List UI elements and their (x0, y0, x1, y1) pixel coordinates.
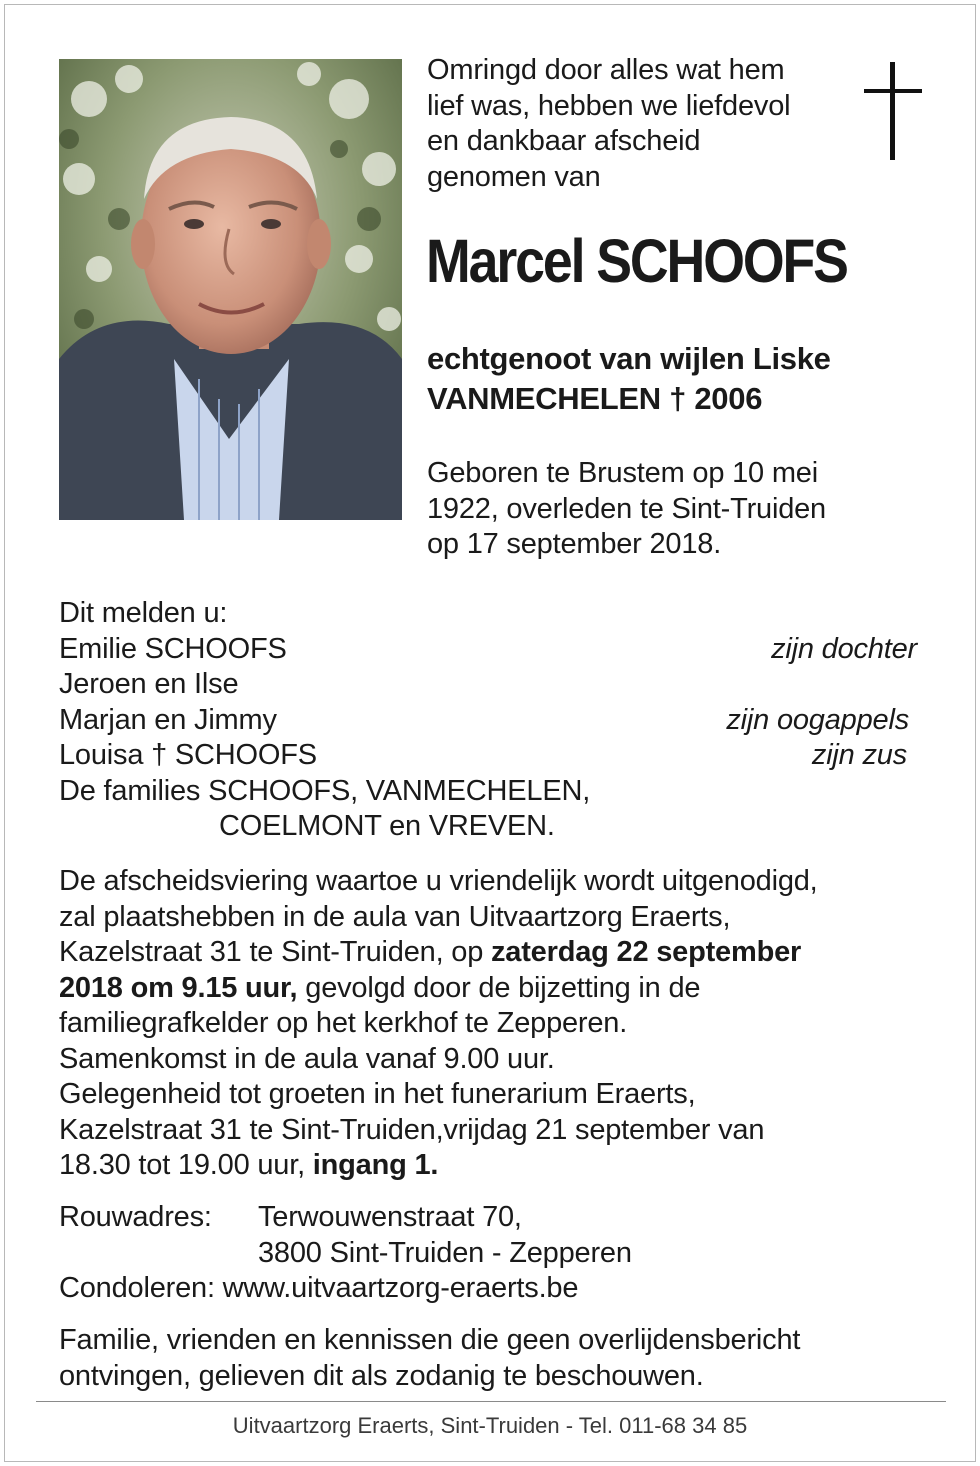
ceremony-text: Kazelstraat 31 te Sint-Truiden, op (59, 936, 491, 968)
family-member-name: Emilie SCHOOFS (59, 632, 287, 665)
closing-line: ontvingen, gelieven dit als zodanig te beschouwen. (59, 1359, 704, 1392)
ceremony-text: gevolgd door de bijzetting in de (297, 971, 701, 1004)
deceased-name: Marcel SCHOOFS (426, 227, 847, 295)
ceremony-text: 18.30 tot 19.00 uur, (59, 1149, 313, 1181)
ceremony-line: De afscheidsviering waartoe u vriendelijk wordt uitgenodigd, (59, 865, 818, 897)
footer-text: Uitvaartzorg Eraerts, Sint-Truiden - Tel. 011-68 34 85 (232, 1413, 748, 1438)
family-member-name: Jeroen en Ilse (59, 668, 239, 700)
birth-death-info (427, 456, 887, 563)
intro-line: en dankbaar afscheid (427, 125, 701, 157)
ceremony-entrance: ingang 1. (312, 1149, 439, 1181)
closing-note (59, 1323, 939, 1394)
intro-text (427, 53, 847, 195)
spouse-line: echtgenoot van wijlen Liske (427, 341, 831, 376)
footer-divider (36, 1401, 946, 1402)
born-line: 1922, overleden te Sint-Truiden (427, 492, 826, 525)
ceremony-line (59, 935, 939, 971)
mourning-address (59, 1200, 939, 1307)
address-row (59, 1200, 939, 1236)
spouse-line: VANMECHELEN † 2006 (427, 381, 763, 416)
families-line: De families SCHOOFS, VANMECHELEN, (59, 774, 591, 807)
closing-line: Familie, vrienden en kennissen die geen overlijdensbericht (59, 1324, 801, 1356)
ceremony-line: zal plaatshebben in de aula van Uitvaartzorg Eraerts, (59, 900, 731, 933)
ceremony-time: 2018 om 9.15 uur, (59, 971, 298, 1004)
family-row (59, 667, 919, 703)
intro-line: genomen van (427, 160, 601, 193)
family-member-name: Louisa † SCHOOFS (59, 739, 317, 771)
families-line: COELMONT en VREVEN. (219, 810, 555, 842)
address-line: 3800 Sint-Truiden - Zepperen (258, 1236, 632, 1269)
family-announcement (59, 596, 919, 845)
address-label: Rouwadres: (59, 1201, 212, 1233)
address-row (59, 1236, 939, 1272)
ceremony-line: Samenkomst in de aula vanaf 9.00 uur. (59, 1042, 555, 1075)
family-row (59, 703, 919, 739)
born-line: op 17 september 2018. (427, 528, 722, 560)
condolences-link[interactable]: Condoleren: www.uitvaartzorg-eraerts.be (59, 1272, 579, 1304)
family-relation: zijn zus (811, 739, 907, 771)
family-relation: zijn dochter (771, 632, 917, 665)
ceremony-line: Kazelstraat 31 te Sint-Truiden,vrijdag 21 september van (59, 1113, 765, 1146)
portrait-photo (59, 59, 402, 520)
family-row (59, 738, 919, 774)
born-line: Geboren te Brustem op 10 mei (427, 457, 818, 489)
ceremony-line (59, 971, 939, 1007)
family-member-name: Marjan en Jimmy (59, 703, 277, 736)
ceremony-date: zaterdag 22 september (491, 936, 802, 968)
intro-line: lief was, hebben we liefdevol (427, 89, 791, 122)
ceremony-line: familiegrafkelder op het kerkhof te Zepperen. (59, 1007, 628, 1039)
ceremony-details (59, 864, 939, 1184)
spouse-info (427, 339, 947, 419)
intro-line: Omringd door alles wat hem (427, 54, 785, 86)
address-line: Terwouwenstraat 70, (258, 1201, 522, 1233)
ceremony-line: Gelegenheid tot groeten in het funerarium Eraerts, (59, 1078, 696, 1110)
ceremony-line (59, 1148, 939, 1184)
family-row (59, 632, 919, 668)
cross-icon (862, 62, 924, 160)
announce-heading: Dit melden u: (59, 597, 228, 629)
family-relation: zijn oogappels (726, 703, 909, 736)
